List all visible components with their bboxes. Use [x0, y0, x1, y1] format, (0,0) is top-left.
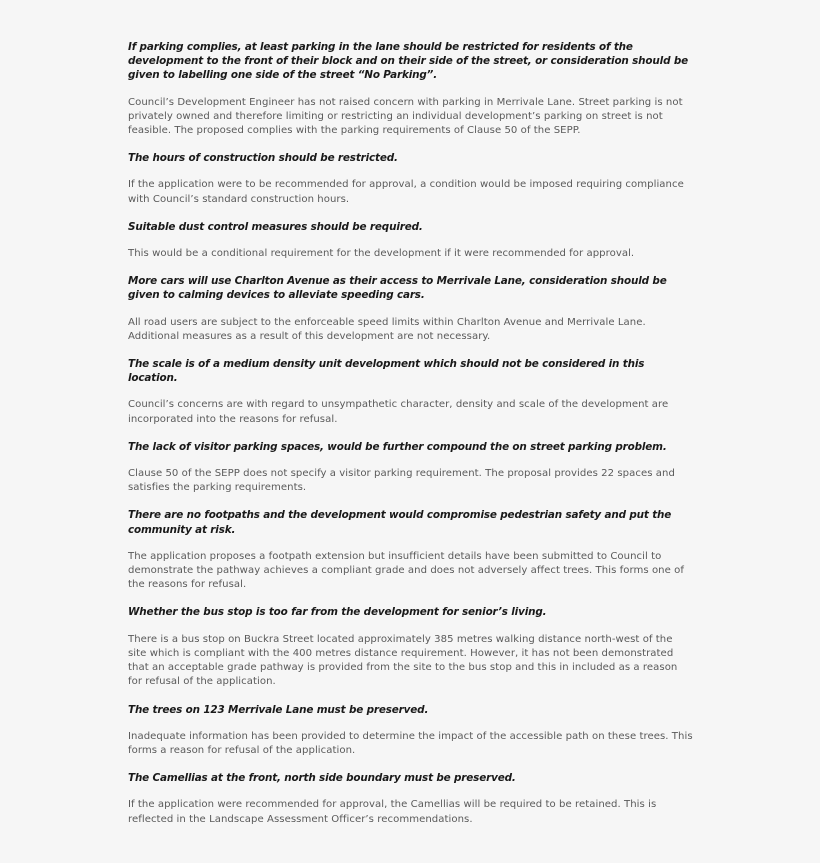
submission-section: [128, 40, 694, 138]
document-body: [128, 40, 694, 840]
council-response: Clause 50 of the SEPP does not specify a visitor parking requirement. The proposal provides 22 spaces and satisfies the parking requirements.: [128, 468, 675, 494]
submission-section: [128, 508, 694, 592]
submission-section: [128, 771, 694, 827]
council-response: Inadequate information has been provided to determine the impact of the accessible path on these trees. This forms a reason for refusal of the application.: [128, 730, 693, 756]
council-response: This would be a conditional requirement for the development if it were recommended for approval.: [128, 248, 635, 260]
submission-concern: The lack of visitor parking spaces, would be further compound the on street parking problem.: [128, 440, 667, 453]
submission-section: [128, 605, 694, 689]
submission-section: [128, 220, 694, 261]
submission-concern: Suitable dust control measures should be required.: [128, 220, 423, 233]
submission-section: [128, 357, 694, 427]
submission-concern: The trees on 123 Merrivale Lane must be preserved.: [128, 703, 429, 716]
submission-concern: The scale is of a medium density unit development which should not be considered in this location.: [128, 358, 645, 385]
council-response: If the application were to be recommended for approval, a condition would be imposed requiring compliance with Council’s standard construction hours.: [128, 179, 684, 205]
submission-concern: Whether the bus stop is too far from the development for senior’s living.: [128, 606, 547, 619]
submission-section: [128, 703, 694, 759]
submission-concern: More cars will use Charlton Avenue as their access to Merrivale Lane, consideration should be given to calming devices to alleviate speeding cars.: [128, 275, 667, 302]
submission-section: [128, 151, 694, 207]
council-response: Council’s concerns are with regard to unsympathetic character, density and scale of the development are incorporated into the reasons for refusal.: [128, 399, 669, 425]
submission-concern: If parking complies, at least parking in the lane should be restricted for residents of the development to the front of their block and on their side of the street, or consideration should be given to labelling one side of the street “No Parking”.: [128, 41, 689, 82]
submission-section: [128, 440, 694, 496]
council-response: There is a bus stop on Buckra Street located approximately 385 metres walking distance north-west of the site which is compliant with the 400 metres distance requirement. However, it has not been demonstrated that an acceptable grade pathway is provided from the site to the bus stop and this in included as a reason for refusal of the application.: [128, 633, 678, 688]
council-response: If the application were recommended for approval, the Camellias will be required to be retained. This is reflected in the Landscape Assessment Officer’s recommendations.: [128, 799, 657, 825]
submission-concern: The Camellias at the front, north side boundary must be preserved.: [128, 772, 516, 785]
council-response: Council’s Development Engineer has not raised concern with parking in Merrivale Lane. Street parking is not privately owned and therefore limiting or restricting an individual development’s parking on street is not feasible. The proposed complies with the parking requirements of Clause 50 of the SEPP.: [128, 96, 683, 137]
council-response: All road users are subject to the enforceable speed limits within Charlton Avenue and Merrivale Lane. Additional measures as a result of this development are not necessary.: [128, 316, 646, 342]
submission-section: [128, 274, 694, 344]
council-response: The application proposes a footpath extension but insufficient details have been submitted to Council to demonstrate the pathway achieves a compliant grade and does not adversely affect trees. This forms one of the reasons for refusal.: [128, 550, 684, 591]
submission-concern: The hours of construction should be restricted.: [128, 152, 398, 165]
submission-concern: There are no footpaths and the development would compromise pedestrian safety and put the community at risk.: [128, 509, 672, 536]
